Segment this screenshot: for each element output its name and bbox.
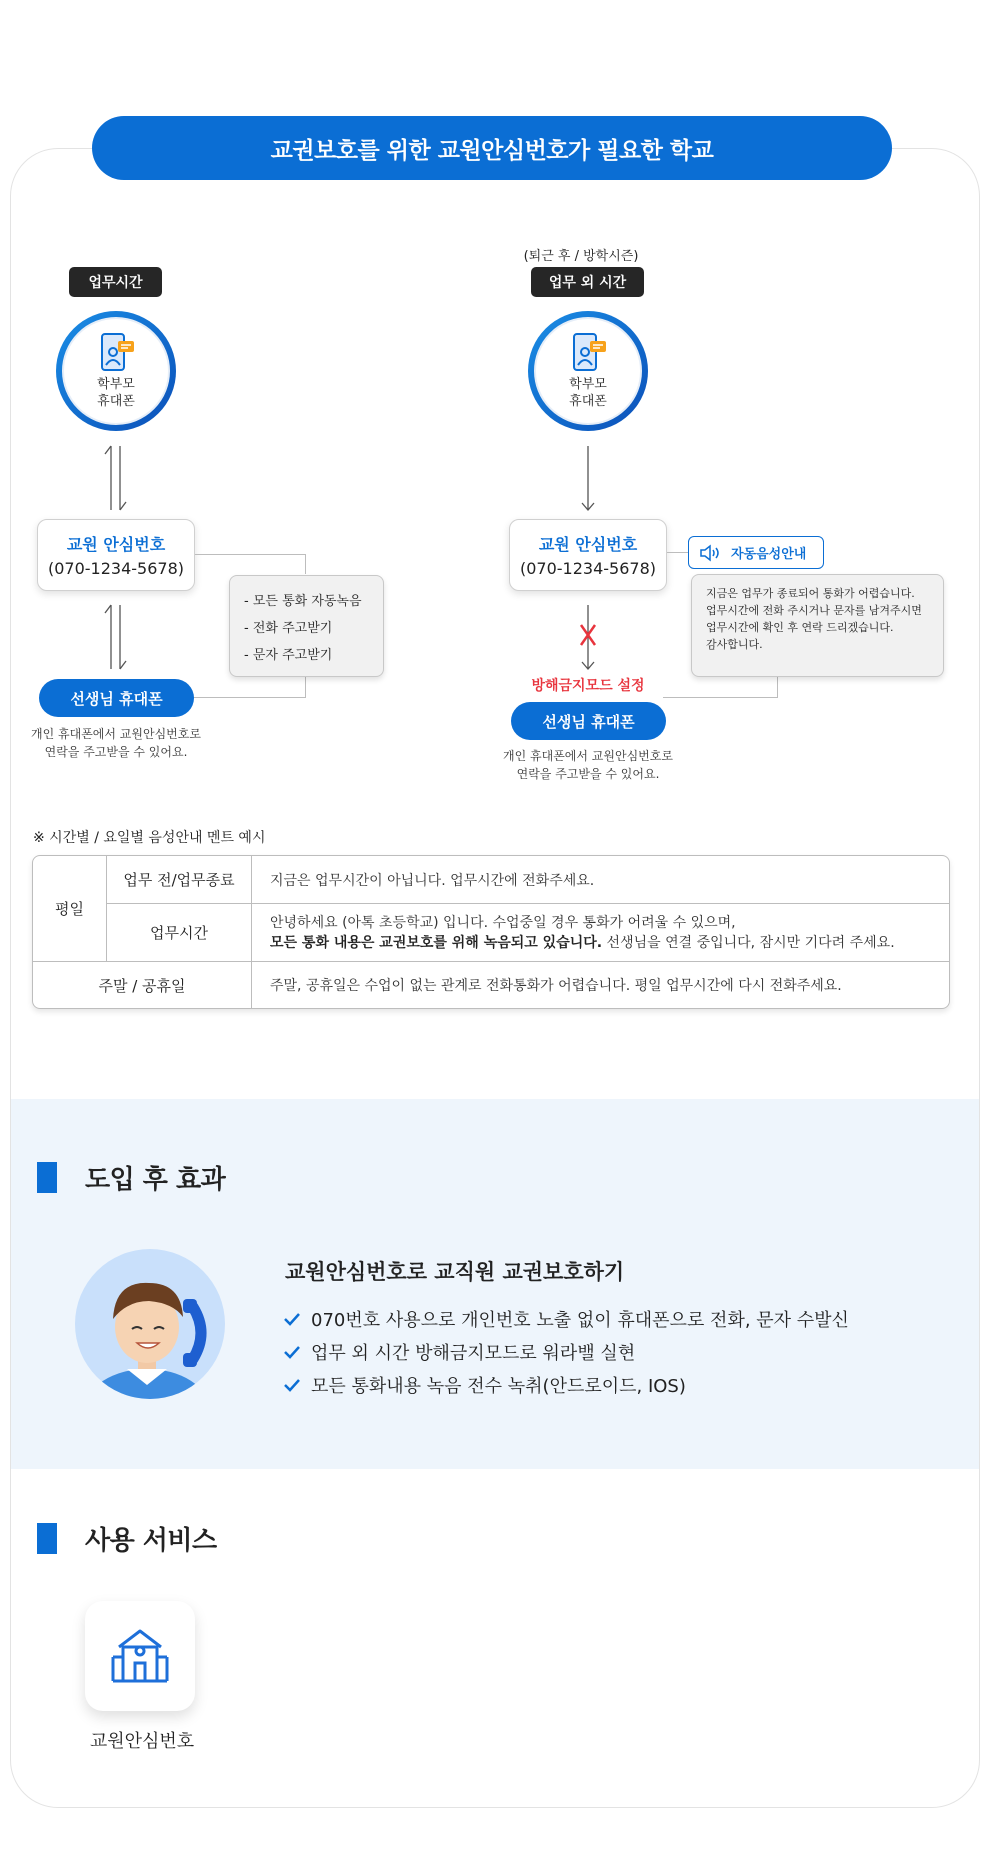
parent-phone-icon [568,332,608,372]
services-section-title: 사용 서비스 [85,1526,217,1556]
parent-phone-circle-left [56,311,176,431]
effects-list [283,1302,849,1401]
service-tile[interactable] [85,1601,195,1711]
caption-line: 개인 휴대폰에서 교원안심번호로 [31,727,201,741]
consultant-avatar [75,1249,225,1399]
effect-item-text: 업무 외 시간 방해금지모드로 워라밸 실현 [311,1342,636,1364]
dnd-mode-label: 방해금지모드 설정 [531,678,645,694]
weekday-header: 평일 [33,856,107,962]
effect-item-text: 모든 통화내용 녹음 전수 녹취(안드로이드, IOS) [311,1375,686,1397]
teacher-phone-pill-right: 선생님 휴대폰 [511,702,666,740]
safe-number-title: 교원 안심번호 [538,535,638,554]
caption-line: 연락을 주고받을 수 있어요. [44,745,188,759]
caption-line: 연락을 주고받을 수 있어요. [516,767,660,781]
row-text-multiline [252,904,949,962]
effects-section [11,1099,980,1469]
row-text-rest: 선생님을 연결 중입니다, 잠시만 기다려 주세요. [602,934,895,951]
parent-label-2: 휴대폰 [569,394,607,409]
row-text: 주말, 공휴일은 수업이 없는 관계로 전화통화가 어렵습니다. 평일 업무시간에 다시 전화주세요. [270,978,842,994]
row-label: 업무시간 [107,904,252,962]
message-line: 지금은 업무가 종료되어 통화가 어렵습니다. [706,587,915,600]
page-title: 교권보호를 위한 교원안심번호가 필요한 학교 [92,116,892,180]
feature-item: - 모든 통화 자동녹음 [244,594,362,609]
effect-item-text: 070번호 사용으로 개인번호 노출 없이 휴대폰으로 전화, 문자 수발신 [311,1309,849,1331]
message-line: 업무시간에 확인 후 연락 드리겠습니다. [706,621,894,634]
section-marker [37,1523,57,1554]
effect-item [283,1368,849,1401]
row-text: 지금은 업무시간이 아닙니다. 업무시간에 전화주세요. [252,856,949,904]
message-line: 감사합니다. [706,638,763,651]
feature-box [229,575,384,677]
effects-section-title: 도입 후 효과 [85,1165,226,1195]
connector-line [663,676,778,698]
bidirectional-arrow-icon [101,442,131,514]
check-icon [283,1378,301,1392]
after-hours-tag: 업무 외 시간 [531,267,644,297]
parent-label-1: 학부모 [97,377,135,392]
parent-label-1: 학부모 [569,377,607,392]
check-icon [283,1312,301,1326]
row-text-line: 안녕하세요 (아톡 초등학교) 입니다. 수업중일 경우 통화가 어려울 수 있으며, [270,914,736,931]
auto-voice-label: 자동음성안내 [731,547,807,562]
down-arrow-icon [578,442,598,514]
school-icon [109,1625,171,1687]
feature-item: - 문자 주고받기 [244,648,333,663]
section-marker [37,1162,57,1193]
bidirectional-arrow-icon [101,601,131,673]
connector-line [667,552,688,554]
effects-title: 교원안심번호로 교직원 교권보호하기 [285,1260,625,1284]
service-label: 교원안심번호 [89,1731,195,1752]
safe-number-box-left [37,519,195,591]
consultant-avatar-icon [75,1249,225,1399]
effect-item [283,1335,849,1368]
safe-number-box-right [509,519,667,591]
connector-line [195,554,306,574]
voice-message-box [691,574,944,677]
parent-phone-icon [96,332,136,372]
example-note: ※ 시간별 / 요일별 음성안내 멘트 예시 [33,830,266,846]
caption-right [483,747,693,783]
effect-item [283,1302,849,1335]
connector-line [191,676,306,698]
caption-left [11,725,221,761]
after-hours-subcaption: (퇴근 후 / 방학시즌) [523,249,639,264]
teacher-phone-pill-left: 선생님 휴대폰 [39,679,194,717]
safe-number-title: 교원 안심번호 [66,535,166,554]
speaker-icon [699,544,725,562]
parent-phone-circle-right [528,311,648,431]
blocked-arrow-icon [576,601,600,673]
check-icon [283,1345,301,1359]
auto-voice-tag [688,536,824,569]
row-label: 업무 전/업무종료 [107,856,252,904]
safe-number-phone: (070-1234-5678) [519,559,656,578]
safe-number-phone: (070-1234-5678) [47,559,184,578]
message-line: 업무시간에 전화 주시거나 문자를 남겨주시면 [706,604,922,617]
parent-label-2: 휴대폰 [97,394,135,409]
feature-item: - 전화 주고받기 [244,621,333,636]
row-text-bold: 모든 통화 내용은 교권보호를 위해 녹음되고 있습니다. [270,934,603,951]
voice-guide-table [32,855,950,1009]
caption-line: 개인 휴대폰에서 교원안심번호로 [503,749,673,763]
row-label: 주말 / 공휴일 [33,962,252,1008]
work-hours-tag: 업무시간 [69,267,162,297]
row-text-line [270,933,931,953]
